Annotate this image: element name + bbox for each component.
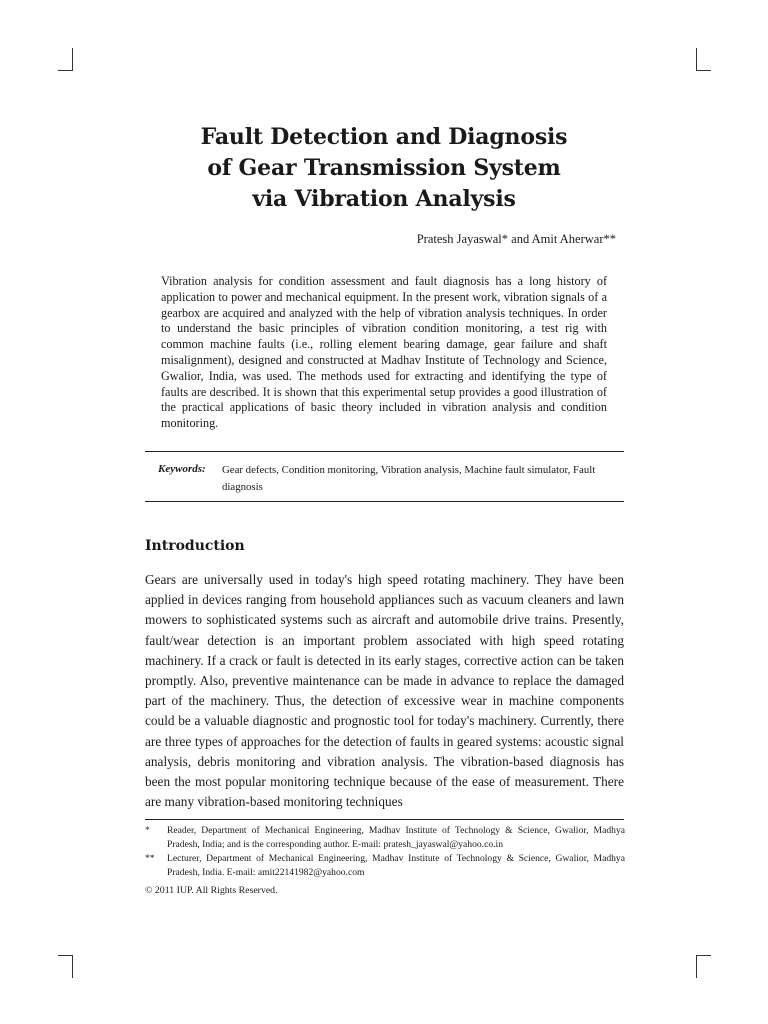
paper-title bbox=[0, 122, 768, 215]
keywords-top-rule bbox=[145, 451, 624, 452]
copyright-notice: © 2011 IUP. All Rights Reserved. bbox=[145, 885, 278, 896]
footnote-2 bbox=[145, 852, 625, 880]
abstract-text: Vibration analysis for condition assessment and fault diagnosis has a long history of application to power and mechanical equipment. In the present work, vibration signals of a gearbox are acquired and analyzed with the help of vibration analysis techniques. In order to understand the basic principles of vibration condition monitoring, a test rig with common machine faults (i.e., rolling element bearing damage, gear failure and shaft misalignment), designed and constructed at Madhav Institute of Technology and Science, Gwalior, India, was used. The methods used for extracting and identifying the type of faults are described. It is shown that this experimental setup provides a good illustration of the practical applications of basic theory included in vibration analysis and condition monitoring. bbox=[161, 274, 607, 431]
footnote-1-mark: * bbox=[145, 825, 150, 836]
title-line-2: of Gear Transmission System bbox=[207, 155, 561, 181]
author-line: Pratesh Jayaswal* and Amit Aherwar** bbox=[416, 232, 616, 246]
title-line-1: Fault Detection and Diagnosis bbox=[200, 124, 568, 150]
crop-mark-top-right bbox=[696, 48, 711, 71]
footnote-2-text: Lecturer, Department of Mechanical Engineering, Madhav Institute of Technology & Science, Gwalior, Madhya Pradesh, India. E-mail: amit22141982@yahoo.com bbox=[167, 853, 625, 878]
section-heading-introduction: Introduction bbox=[145, 538, 245, 554]
keywords-bottom-rule bbox=[145, 501, 624, 502]
keywords-text: Gear defects, Condition monitoring, Vibration analysis, Machine fault simulator, Fault diagnosis bbox=[222, 464, 596, 493]
crop-mark-bottom-right bbox=[696, 955, 711, 978]
footnote-1 bbox=[145, 824, 625, 852]
title-line-3: via Vibration Analysis bbox=[252, 186, 516, 212]
footnote-1-text: Reader, Department of Mechanical Engineering, Madhav Institute of Technology & Science, Gwalior, Madhya Pradesh, India; and is the corresponding author. E-mail: pratesh_jayaswal@yahoo.co.in bbox=[167, 825, 625, 850]
footnote-rule bbox=[145, 819, 624, 820]
crop-mark-bottom-left bbox=[58, 955, 73, 978]
introduction-paragraph: Gears are universally used in today's high speed rotating machinery. They have been applied in devices ranging from household appliances such as vacuum cleaners and lawn mowers to sophisticated systems such as aircraft and automobile drive trains. Presently, fault/wear detection is an important problem associated with high speed rotating machinery. If a crack or fault is detected in its early stages, corrective action can be taken promptly. Also, preventive maintenance can be made in advance to replace the damaged part of the machinery. Thus, the detection of excessive wear in machine components could be a valuable diagnostic and prognostic tool for today's machinery. Currently, there are three types of approaches for the detection of faults in geared systems: acoustic signal analysis, debris monitoring and vibration analysis. The vibration-based diagnosis has been the most popular monitoring technique because of the ease of measurement. There are many vibration-based monitoring techniques bbox=[145, 572, 624, 810]
footnote-2-mark: ** bbox=[145, 853, 155, 864]
crop-mark-top-left bbox=[58, 48, 73, 71]
keywords-label: Keywords: bbox=[158, 463, 206, 475]
